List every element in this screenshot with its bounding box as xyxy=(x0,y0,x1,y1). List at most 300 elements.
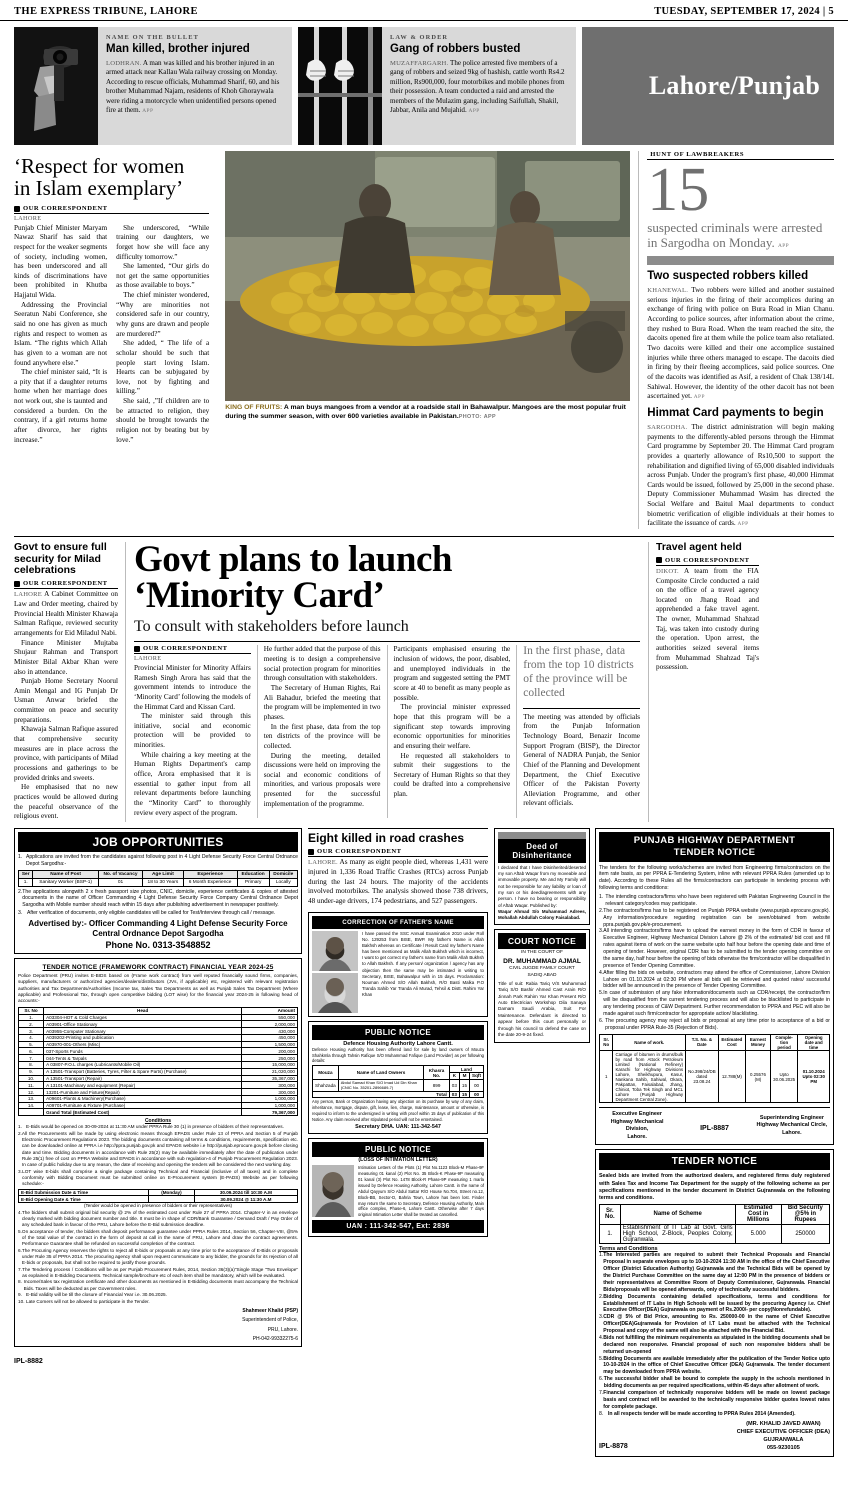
police-td-head: A03901-Office Stationary xyxy=(44,1021,242,1028)
cond-num: 9. xyxy=(18,1292,22,1298)
mango-photo-art xyxy=(225,151,630,401)
guj-td-scheme: Establishment of IT Lab at Govt. Girls High School, Z-Block, Peoples Colony, Gujranwala. xyxy=(620,1224,735,1244)
highway-ipl xyxy=(676,1117,752,1135)
term-text: Bidding Documents are available immediately after the publication of the Tender Notice upto 10-10-2024 in the office of Chief Executive Officer (DEA) Gujranwala. The tender document may be downloaded from PPRA website. xyxy=(603,1355,830,1376)
hands-on-prison-bars-photo xyxy=(298,27,382,145)
respect-body xyxy=(14,224,209,446)
milad-text-1: A Cabinet Committee on Law and Order meeting, chaired by Provincial Health Minister Khawaja Salman Rafique, reviewed security arrangements for Eid Miladul Nabi. xyxy=(14,590,119,637)
housing-notice-subtitle: Defence Housing Authority Lahore Cantt. xyxy=(343,1040,453,1047)
cond-num: 7. xyxy=(18,1266,22,1272)
point-num: 5. xyxy=(599,990,604,997)
police-td-head: A03304-HOT & Cold Charges xyxy=(44,1014,242,1021)
milad-correspondent xyxy=(14,580,118,589)
brief-card-2-text xyxy=(382,27,576,145)
housing-total-k: 03 xyxy=(449,1091,459,1098)
highway-tender-intro: The tenders for the following works/schemes are invited from Engineering firms/contractors on the item rate basis, as per PPRA E-Tendering System, inline with relevant PPRA Rules (amended up to date). According to these Rules all the firms/contractors can participate in tendering process with following terms and conditions: xyxy=(599,864,830,892)
police-td-head: A 13501-Transport (Repair) xyxy=(44,1075,242,1082)
job-ad-advertiser-2: Central Ordnance Depot Sargodha xyxy=(92,929,224,939)
sched-time: 30.09.2024 @ 11:30 A.M xyxy=(194,1196,297,1203)
police-conditions-title: Conditions xyxy=(144,1118,172,1125)
highway-title-2: TENDER NOTICE xyxy=(673,846,756,858)
job-th-post: Name of Post xyxy=(33,870,98,878)
cond-text: Income/Sales tax registration certificate and other documents as mentioned in E-Bidding documents must accompany the Technical Bids. Taxes will be deducted as per Government rules. xyxy=(23,1279,298,1291)
minority-para-3: While chairing a key meeting at the Human Rights Department's camp office, Arora emphasised that it is essential to gather input from all relevant departments before launching the “Minority Card” to thoroughly review every aspect of the program. xyxy=(134,750,251,817)
gujranwala-sig xyxy=(737,1421,830,1452)
table-row xyxy=(19,1196,298,1203)
court-notice-ad[interactable] xyxy=(494,929,590,1042)
cond-num: 6. xyxy=(18,1247,22,1253)
job-table-header-row xyxy=(19,870,298,878)
police-td-no: 1. xyxy=(19,1014,44,1021)
respect-headline xyxy=(14,155,209,199)
minority-para-10: He requested all stakeholders to submit their suggestions to the Secretary of Human Rights so that they could be drafted into a comprehensive plan. xyxy=(393,751,511,799)
police-td-head: A 13101-Machinary and equipment (Repair) xyxy=(44,1082,242,1089)
housing-total-label: Total xyxy=(313,1091,450,1098)
cond-num: 4. xyxy=(18,1209,22,1215)
disinheritance-body: I declared that I have Disinherited/deserted my son Aftab Waqar from my moveable and immovable property. Me and My Family will not be responsible for any liability or loan of my son or his deed/agreements with any person. I have no bearing or responsibility of Aftab Waqar. Published by: xyxy=(498,864,586,908)
job-th-vacancy: No. of Vacancy xyxy=(98,870,142,878)
guj-term-3 xyxy=(599,1314,830,1335)
himmat-agency: APP xyxy=(737,521,749,528)
term-num: 2. xyxy=(599,1293,604,1300)
police-sig-4: PH-042-99332275-6 xyxy=(252,1336,298,1343)
police-td-no: 3. xyxy=(19,1028,44,1035)
job-opportunities-ad[interactable] xyxy=(14,828,302,954)
police-td-amt: 15,000,000 xyxy=(242,1062,298,1069)
robbers-city: KHANEWAL. xyxy=(647,287,689,294)
highway-point-3 xyxy=(599,928,830,969)
police-td-head: A03970-001-Others (Misc) xyxy=(44,1041,242,1048)
table-row xyxy=(19,1068,298,1075)
police-td-no: 12. xyxy=(19,1089,44,1096)
minority-body-wrap xyxy=(134,641,640,818)
table-row xyxy=(19,1189,298,1196)
caption-text: A man buys mangoes from a vendor at a roadside stall in Bahawalpur. Mangoes are the most popular fruit during the summer season, with over 600 varieties available in Pakistan. xyxy=(225,404,626,420)
public-notice-housing-ad[interactable] xyxy=(308,1021,488,1135)
highway-tender-title xyxy=(599,832,830,862)
table-row xyxy=(19,1082,298,1089)
brief-card-1 xyxy=(14,27,292,145)
housing-notice-intro: Defence Housing Authority has been offered land for sale by land owners of Mouza Shahkmla through Tahsin Rafique S/O Muhammad Fafique (Land Provider) as per following details: xyxy=(312,1046,484,1064)
police-td-amt: 79,367,000 xyxy=(242,1109,298,1116)
table-row xyxy=(600,1224,830,1244)
minority-headline-line1: Govt plans to launch xyxy=(134,538,452,580)
intimation-photo-wrap xyxy=(312,1165,356,1218)
minority-correspondent xyxy=(134,645,251,654)
job-point-num-2: 2. xyxy=(18,888,23,895)
housing-total-sqft: 00 xyxy=(470,1091,484,1098)
police-td-amt: 2,000,000 xyxy=(242,1021,298,1028)
travel-agent-text: A team from the FIA Composite Circle conducted a raid on the office of a travel agency located on Jhang Road and apprehended a fake travel agent. The owner, Muhammad Shahzad Taj, was taken into custody during the operation. Upon arrest, the authorities seized several items from Muhammad Shahzad Taj's possession. xyxy=(656,566,759,672)
point-text: All intending contractors/firms have to upload the earnest money in the form of CDR in favour of Executive Engineer, Highway Mechanical Division Lahore @ 2% of the estimated/ bid cost and fill rates against items of work on the same website upto half hour before the opening date and time of opening of tender. However, original CDR has to be submitted to the tender opening committee on the same day, half hour before the opening of bids otherwise the firm/contractor will be disqualified in presence of Tender Opening Committee. xyxy=(603,928,830,969)
cond-num: 8. xyxy=(18,1279,22,1285)
respect-para-7: She added, “ The life of a scholar should be such that people start loving Islam. Hearts can be subjugated by love, not by fighting and killing.” xyxy=(116,339,210,396)
job-ad-table xyxy=(18,870,298,887)
court-notice-title: COURT NOTICE xyxy=(498,933,586,949)
highway-header-row xyxy=(600,1034,830,1051)
job-th-exp: Experience xyxy=(183,870,237,878)
cond-num: 3. xyxy=(18,1168,22,1174)
sched-time: 30.09.2024 till 10:30 A.M xyxy=(194,1189,297,1196)
police-td-no: 6. xyxy=(19,1048,44,1055)
police-cond-7 xyxy=(18,1267,298,1280)
guj-sig-3: GUJRANWALA xyxy=(763,1437,804,1444)
police-td-head: A 03807-P.O.L charges (Lubricants/Mobile Oil) xyxy=(44,1062,242,1069)
sched-label: E-Bid Submission Date & Time xyxy=(19,1189,149,1196)
hunt-text xyxy=(647,221,834,250)
disinheritance-title xyxy=(498,839,586,863)
hw-td-ts: No.398/24/DB dated 23.08.24 xyxy=(686,1051,719,1103)
police-td-amt: 1,000,000 xyxy=(242,1102,298,1109)
guj-header-row xyxy=(600,1204,830,1224)
term-text: In all respects tender will be made according to PPRA Rules 2014 (Amended). xyxy=(608,1410,796,1417)
milad-para-1 xyxy=(14,590,118,638)
robbers-text: Two robbers were killed and another sustained serious injuries in the firing of their accomplices during an exchange of firing with police on Bura Road in Mian Chanu. According to police sources, after information about the crime, they rushed to Bura Road. When the team reached the site, the dacoits opened fire at them while the police team also retaliated. Two dacoits were killed and their one accomplice sustained injuries while three others managed to escape. The dacoits died in firing by their fleeing accomplices, said police sources. One of the dacoits was identified as Asif, a resident of Chak 138/14L Sahiwal. However, the identity of the other dacoit has not been ascertained yet. xyxy=(647,286,834,401)
point-num: 1. xyxy=(599,894,604,901)
brief-dateline: LODHRAN. xyxy=(106,59,142,67)
police-ipl-code xyxy=(14,1350,302,1368)
mango-photo-caption xyxy=(225,404,630,422)
brief-agency: APP xyxy=(468,108,480,115)
right-upper-row xyxy=(494,828,834,1457)
police-table-header-row xyxy=(19,1007,298,1014)
police-cond-6 xyxy=(18,1248,298,1267)
minority-columns xyxy=(134,645,640,818)
job-th-ser: Ser xyxy=(19,870,33,878)
term-text: Financial comparison of technically responsive bidders will be made on lowest package basis and contract will be awarded to the technically responsive bidder quotes lowest rates for complete package. xyxy=(603,1389,830,1410)
table-row xyxy=(600,1051,830,1103)
job-ad-phone: Phone No. 0313-3548852 xyxy=(105,940,211,951)
row-respect-story xyxy=(14,151,834,529)
court-notice-line1: IN THE COURT OF xyxy=(521,950,563,956)
brief-headline: Gang of robbers busted xyxy=(390,43,521,55)
himmat-text: The district administration will begin making payments to the differently-abled persons through the Himmat Card programme by September 20. The Himmat Card program provides a quarterly allowance of Rs10,500 to support the rehabilitation and dignified living of 65,000 disabled individuals across Punjab. Under the program's first phase, 40,000 Himmat Cards would be issued, followed by 25,000 in the second phase. Deputy Commissioner Muhammad Wasim has directed the Social Welfare and Baitul Maal departments to conduct biometric verification of eligible individuals at their homes to facilitate the issuance of cards. xyxy=(647,422,834,528)
sched-label: E-Bid Opening Date & Time xyxy=(19,1196,149,1203)
police-sig-2: Superintendent of Police, xyxy=(242,1317,298,1324)
table-row xyxy=(19,1014,298,1021)
minority-col-4 xyxy=(516,645,640,818)
police-td-amt: 1,500,000 xyxy=(242,1041,298,1048)
term-text: Bidding Documents containing detailed specifications, terms and conditions for Establishment of IT Labs in High Schools will be issued by the procuring Agency i.e. Chief Executive Officer(DEA) Gujranwala on payment of Rs.2000/- per copy(Nonrefundable). xyxy=(603,1293,830,1314)
job-ad-point-2: The applications alongwith 2 x fresh passport size photos, CNIC, domicile, experience certificates & copies of attested documents in the name of Officer Commanding 4 Light Defense Security Force Company Central Ordnance Depot Sargodha with Mobile number should reach within 15 days after publishing advertisement in newspaper positively. xyxy=(22,888,298,909)
grey-bar-decor xyxy=(498,832,586,839)
point-text: The contractors/firms has to be registered on Punjab PPRA website (www.punjab.eprocure.gov.pk). Any information/procedure regarding registration can be seen/obtained from website ppra.punjab.gov.pk/e-procurement. xyxy=(603,907,830,928)
housing-td-sqft: 00 xyxy=(470,1079,484,1091)
brief-kicker: LAW & ORDER xyxy=(390,34,449,41)
police-td-head: 13201-Furniture and Fixture(Repair) xyxy=(44,1089,242,1096)
police-tender-inner xyxy=(15,959,301,1346)
disinheritance-title-1: Deed of xyxy=(526,841,558,851)
court-notice-judge: DR. MUHAMMAD AJMAL xyxy=(503,958,581,966)
correspondent-label: OUR CORRESPONDENT xyxy=(23,205,108,213)
guj-term-6 xyxy=(599,1376,830,1390)
highway-point-1 xyxy=(599,894,830,908)
police-tender-table xyxy=(18,1007,298,1117)
term-text: Bids not fulfilling the minimum requirements as stipulated in the bidding documents shall be declared non responsive. Financial proposal of such non responsive bidders shall be returned un-opened xyxy=(603,1334,830,1355)
minority-para-7: During the meeting, detailed discussions were held on improving the social and economic conditions of minorities, and various proposals were presented for the successful implementation of the programme. xyxy=(263,751,381,808)
hw-th-period: Comple- tion period xyxy=(770,1034,798,1051)
road-crashes-story xyxy=(308,828,488,907)
portrait-photo-2 xyxy=(312,973,358,1013)
term-text: CDR @ 5% of Bid Price, amounting to Rs. 250000-00 in the name of Chief Executive Officer(DEA)Gujranwala for Provision of I.T Labs must be attached with the Technical Proposal and copy of the same will also be attached with the Financial Bid. xyxy=(603,1314,830,1335)
highway-sig-right xyxy=(754,1115,830,1138)
job-td-age: 18 to 30 Years xyxy=(143,878,183,886)
term-num: 3. xyxy=(599,1314,604,1321)
guj-term-1 xyxy=(599,1252,830,1293)
table-row xyxy=(19,1095,298,1102)
court-notice-inner xyxy=(495,930,589,1041)
police-td-head: A09701-Furniture & Fixture (Purchase) xyxy=(44,1102,242,1109)
travel-agent-body xyxy=(656,567,759,673)
minority-pullquote: In the first phase, data from the top 10 districts of the province will be collected xyxy=(523,645,640,708)
hw-th-sr: Sr. No xyxy=(600,1034,613,1051)
hw-td-period: Upto 30.06.2025 xyxy=(770,1051,798,1103)
hw-th-ts: T.S. No. & Date xyxy=(686,1034,719,1051)
job-td-edu: Primary xyxy=(237,878,269,886)
guj-term-4 xyxy=(599,1335,830,1356)
table-row xyxy=(19,1034,298,1041)
job-ad-item-num: 1. xyxy=(18,853,23,860)
point-text: The intending contractors/firms who have been registered with Pakistan Engineering Council in the relevant category/codes may participate. xyxy=(605,894,830,907)
gun-photo-art xyxy=(14,27,98,145)
police-td-head: A09601-Plants & Machinery(Purchase) xyxy=(44,1095,242,1102)
respect-correspondent xyxy=(14,205,209,214)
cond-num: 2. xyxy=(18,1130,22,1136)
police-td-no xyxy=(19,1109,44,1116)
police-cond-2 xyxy=(18,1131,298,1169)
milad-city: LAHORE xyxy=(14,591,42,599)
police-td-no: 11. xyxy=(19,1082,44,1089)
gujranwala-title: TENDER NOTICE xyxy=(599,1153,830,1170)
guj-sig-4: 055-9230105 xyxy=(766,1444,800,1451)
small-notices-column xyxy=(494,828,590,1457)
portrait-photo-1 xyxy=(312,931,358,971)
brief-card-2 xyxy=(298,27,576,145)
police-tender-ad[interactable] xyxy=(14,958,302,1347)
main-area xyxy=(0,145,848,822)
point-num: 6. xyxy=(599,1017,604,1024)
intimation-title: PUBLIC NOTICE xyxy=(312,1142,484,1157)
term-num: 4. xyxy=(599,1334,604,1341)
milad-para-5: He emphasised that no new practices would be allowed during the peaceful observance of the religious event. xyxy=(14,783,118,821)
respect-para-1: Punjab Chief Minister Maryam Nawaz Sharif has said that respect for the weaker segments of society, including women, has been underscored and all kinds of discriminations have been prohibited in Khutba Hajjatul Wida. xyxy=(14,223,108,300)
police-td-no: 9. xyxy=(19,1068,44,1075)
housing-th-sqft: Sqft xyxy=(470,1073,484,1080)
hw-sig-r1: Superintending Engineer xyxy=(759,1114,824,1121)
ads-left-column xyxy=(14,828,302,1457)
housing-td-owner: Abdul Samad Khan S/O Imad Ud Din Khan (CNIC No. 35201-2896689-7) xyxy=(338,1079,424,1091)
police-td-amt: 200,000 xyxy=(242,1048,298,1055)
brief-text: The police arrested five members of a gang of robbers and seized 9kg of hashish, cattle worth Rs4.2 million, Rs900,000, four motorbikes and mobile phones from their possession. A team conducted a raid and arrested the members of the Mulazim gang, including Saifullah, Shakil, Jabbar, Anila and Mujahid. xyxy=(390,58,565,115)
police-tender-title: TENDER NOTICE (FRAMEWORK CONTRACT) FINANCIAL YEAR 2024-25 xyxy=(42,964,274,972)
intimation-letter-notice-ad[interactable] xyxy=(308,1138,488,1237)
portrait-art-3 xyxy=(312,1165,354,1217)
job-ad-advertiser: Advertised by:- Officer Commanding 4 Light Defense Security Force xyxy=(28,919,288,929)
milad-para-2: Finance Minister Mujtaba Shujaur Rahman and Transport Minister Bilal Akbar Khan were also in attendance. xyxy=(14,638,118,676)
guj-sig-2: CHIEF EXECUTIVE OFFICER (DEA) xyxy=(736,1429,830,1436)
road-crashes-correspondent xyxy=(308,848,488,857)
table-row xyxy=(19,1075,298,1082)
milad-para-3: Punjab Home Secretary Noorul Amin Mengal and IG Punjab Dr Usman Anwar briefed the committee on peace and security preparations. xyxy=(14,677,118,724)
job-td-post: Sanitary Worker (BSP-1) xyxy=(33,878,98,886)
correspondent-label: OUR CORRESPONDENT xyxy=(143,645,228,653)
cond-text: On acceptance of tender, the bidders shall deposit performance guarantee under PPRA Rules 2014, Section 56, Chapter-VIII, @5% of the total value of the contract in the form of deposit at call in the name of PRU, Lahore and draw the contract agreements. Performance Guarantee shall be refunded on successful completion of the contract. xyxy=(21,1228,298,1247)
term-num: 5. xyxy=(599,1355,604,1362)
hunt-label-text: HUNT OF LAWBREAKERS xyxy=(650,151,745,158)
cond-text: E-Bid validity will be till the closure of Financial Year i.e. 30.06.2025. xyxy=(26,1292,167,1298)
cond-text: LOT wise E-bids shall comprise a single package containing Technical and Financial (inclusive of all taxes) and in complete conformity with Bidding Document must be submitted online on E-Procurement system (E-PADS) Website as per following schedule:- xyxy=(22,1168,298,1187)
minority-para-4: He further added that the purpose of this meeting is to design a comprehensive social protection program for minorities through consultation with stakeholders. xyxy=(263,645,381,683)
term-num: 6. xyxy=(599,1376,604,1383)
robbers-headline: Two suspected robbers killed xyxy=(647,270,809,283)
housing-notice-table xyxy=(312,1065,484,1098)
police-td-no: 5. xyxy=(19,1041,44,1048)
police-td-no: 2. xyxy=(19,1021,44,1028)
term-text: The successful bidder shall be bound to complete the supply in the schools mentioned in bidding documents as per required specifications, within 45 days after allotment of work. xyxy=(603,1376,830,1390)
globe-icon xyxy=(14,206,20,212)
himmat-headline: Himmat Card payments to begin xyxy=(647,406,824,419)
housing-th-mouza: Mouza xyxy=(313,1066,339,1080)
intimation-subtitle: (LOSS OF INTIMATION LETTER) xyxy=(358,1157,438,1164)
correspondent-label: OUR CORRESPONDENT xyxy=(317,848,402,856)
gujranwala-ipl xyxy=(599,1435,628,1453)
masthead-publication: THE EXPRESS TRIBUNE, LAHORE xyxy=(14,6,198,17)
police-td-amt: 1,000,000 xyxy=(242,1095,298,1102)
job-ad-inner xyxy=(15,829,301,953)
cond-num: 1. xyxy=(18,1124,22,1130)
intimation-inner xyxy=(309,1139,487,1236)
table-row xyxy=(19,1102,298,1109)
cond-text: The Procuring Agency reserves the rights to reject all E-bids or proposals at any time prior to the acceptance of E-Bids or proposals under Rule 35 of PPRA 2014. The procuring agency shall upon request communicate to any bidder, the grounds for its rejection of all E-bids or proposals, but shall not be required to justify those grounds. xyxy=(21,1247,298,1266)
respect-para-4: She underscored, “While training our daughters, we forget how she will face any difficulty tomorrow.” xyxy=(116,223,210,261)
police-signature-block xyxy=(18,1308,298,1343)
housing-th-k: K xyxy=(449,1073,459,1080)
minority-headline-line2: ‘Minority Card’ xyxy=(134,575,385,617)
police-td-amt: 21,020,000 xyxy=(242,1068,298,1075)
brief-headline: Man killed, brother injured xyxy=(106,43,250,55)
row-minority-card xyxy=(14,536,834,822)
police-table-body xyxy=(19,1014,298,1116)
ads-middle-column xyxy=(308,828,488,1457)
police-cond-10 xyxy=(18,1299,298,1305)
portrait-art-2 xyxy=(312,973,358,1013)
highway-signature-row xyxy=(599,1107,830,1141)
table-row xyxy=(19,1021,298,1028)
sched-day xyxy=(148,1196,194,1203)
respect-para-6: The chief minister wondered, “Why are minorities not considered safe in our country, why guns are drawn and people are murdered?” xyxy=(116,291,210,338)
minority-para-6: In the first phase, data from the top ten districts of the province will be collected. xyxy=(263,722,381,750)
highway-title-1: PUNJAB HIGHWAY DEPARTMENT xyxy=(633,834,796,846)
hunt-text-main: suspected criminals were arrested in Sargodha on Monday. xyxy=(647,220,823,250)
table-row xyxy=(19,878,298,886)
job-point-num-3: 3. xyxy=(18,910,23,917)
housing-th-owners: Name of Land Owners xyxy=(338,1066,424,1080)
police-td-amt: 450,000 xyxy=(242,1034,298,1041)
police-cond-8 xyxy=(18,1279,298,1292)
court-notice-body: Title of suit: Rabia Tariq V/S Muhammad Tariq S/O Bashir Ahmed Cast Arain R/O Jinnah Park Rahim Yar Khan Present R/O Auto Electrician Workshop Dila Sanaya Damam Saudi Arabia, Suit For Maintenance. Defendant is directed to appear before this court personally or through his council to defend the case on the date 20-9-24 fixed. xyxy=(498,980,586,1038)
point-text: The procuring agency may reject all bids or proposal at any time prior to acceptance of a bid or proposal under PPRA Rule-35 (Rejection of Bids). xyxy=(605,1017,830,1031)
brief-body xyxy=(390,59,569,116)
minority-card-story xyxy=(125,538,649,822)
intimation-body: Intimation Letters of the Plots (1) Plot No.1123 Block-M Phase-9F measuring 01 kanal (2) Plot No. 35 Block-K Phase-9P measuring 01 kanal (3) Plot No. 1478 Block-R Phase-9P measuring 1 marla issued by Defence Housing Authority, Lahore Cantt. in the name of Abdul Qayyum S/O Abdul Sattar R/O House No.704, Street no.12, Block-BB, Sector-D, Bahria Town, Lahore has been lost. Finder may return the same to Secretary, Defence Housing Authority, Main office complex, Phase-6, Lahore Cantt. Otherwise after 7 days original Intimation Letter shall be treated as cancelled. xyxy=(358,1165,484,1218)
ads-right-column xyxy=(494,828,834,1457)
gujranwala-tender-ad[interactable] xyxy=(595,1149,834,1456)
job-th-age: Age Limit xyxy=(143,870,183,878)
housing-header-row xyxy=(313,1066,484,1073)
police-th-amount: Amount xyxy=(242,1007,298,1014)
table-row xyxy=(19,1048,298,1055)
point-num: 3. xyxy=(599,928,604,935)
globe-icon xyxy=(656,557,662,563)
job-td-ser: 1. xyxy=(19,878,33,886)
hw-th-work: Name of work. xyxy=(613,1034,686,1051)
term-num: 1. xyxy=(599,1252,604,1259)
top-briefs-band xyxy=(0,21,848,145)
term-num: 7. xyxy=(599,1389,604,1396)
grey-divider-bar xyxy=(647,256,834,265)
police-td-head: A 13501-Transport (Batteries, Tyres, Filter & Spare Parts) (Purchase) xyxy=(44,1068,242,1075)
brief-dateline: MUZAFFARGARH. xyxy=(390,59,449,67)
portrait-photo-3 xyxy=(312,1165,354,1217)
gujranwala-terms-title: Terms and Conditions xyxy=(599,1246,658,1253)
police-td-no: 14. xyxy=(19,1102,44,1109)
himmat-city: SARGODHA. xyxy=(647,423,688,431)
minority-para-5: The Secretary of Human Rights, Rai Ali Bahadur, briefed the meeting that the program will be implemented in two phases. xyxy=(263,684,381,721)
term-text: The Interested parties are required to submit their Technical Proposals and Financial Proposal in separate envelopes up to 10-10-2024 11:30 AM in the office of the Chief Executive Officer (District Education Authority) Gujranwala and the Technical Bids will be opened by the District Purchase Committee on the same day at 12:00 PM in the presence of bidders or their representatives at Committee Room of Deputy Commissioner, Gujranwala. Financial Bids/proposals will be opened afterwards, only of technically successful bidders. xyxy=(603,1252,830,1293)
minority-col-2 xyxy=(257,645,387,818)
minority-para-9: The provincial minister expressed hope that this program will be a significant step towards improving economic opportunities for minorities and ensuring their welfare. xyxy=(393,703,511,750)
respect-para-8: She said, ,”If children are to be attracted to religion, they should be brought towards the religion not by beating but by love.” xyxy=(116,397,210,444)
police-td-no: 7. xyxy=(19,1055,44,1062)
himmat-body xyxy=(647,423,834,529)
table-row-total xyxy=(313,1091,484,1098)
mango-photo-block xyxy=(225,151,630,529)
respect-story xyxy=(14,151,217,529)
respect-para-2: Addressing the Provincial Seeratun Nabi Conference, she said no one has given as much rights and respect to women as Islam. “The rights which Allah has given to a woman are not found anywhere else.” xyxy=(14,300,108,367)
highway-point-6 xyxy=(599,1018,830,1032)
correspondent-label: OUR CORRESPONDENT xyxy=(665,556,750,564)
globe-icon xyxy=(14,581,20,587)
globe-icon xyxy=(308,849,314,855)
travel-agent-story xyxy=(649,542,759,822)
hw-td-sr: 1 xyxy=(600,1051,613,1103)
hw-sig-l3: Lahore. xyxy=(627,1133,647,1140)
father-name-content xyxy=(312,931,484,1013)
brief-agency: APP xyxy=(142,108,154,115)
police-schedule-note: (Tender would be opened in presence of bidders or their representatives) xyxy=(83,1203,233,1209)
disinheritance-ad[interactable] xyxy=(494,828,590,926)
highway-tender-ad[interactable] xyxy=(595,828,834,1146)
brief-text: A man was killed and his brother injured in an armed attack near Kallau Wala railway crossing on Monday. According to rescue officials, Muhammad Sharif, 60, and his brother Muhammad Najam, residents of Khoh Ghoraywala were riding a motorcycle when unidentified persons opened fire at them. xyxy=(106,58,280,115)
hw-th-earnest: Earnest Money xyxy=(746,1034,771,1051)
father-name-title: CORRECTION OF FATHER'S NAME xyxy=(312,916,484,929)
court-notice-line3: CIVIL JUGDE FAMILY COURT xyxy=(509,966,575,972)
police-sig-3: PRU, Lahore. xyxy=(267,1326,298,1333)
travel-agent-correspondent xyxy=(656,557,759,566)
hunt-agency: APP xyxy=(777,242,790,249)
police-tender-intro: Police Department (PRU) invites E-BIDS based on (Frame work contract) from well reputed financially sound firms, companies, suppliers, manufacturers or authorized agencies/dealers/distributors (JVs, if applicable) etc, registered with relevant registration authorities and Tax Departments/Authorities (Income tax, Sales Tax Departments as well as Punjab Sales Tax Department (Where applicable) and Professional Tax, through open competitive bidding (LOT wise) for the financial year 2024-25 in following head of accounts:- xyxy=(18,973,298,1004)
hw-td-earnest: 0.25576 (M) xyxy=(746,1051,771,1103)
table-row xyxy=(19,1041,298,1048)
section-flag xyxy=(582,27,834,145)
police-td-amt: 300,000 xyxy=(242,1089,298,1096)
hw-th-cost: Estimated Cost xyxy=(718,1034,745,1051)
milad-headline: Govt to ensure full security for Milad celebrations xyxy=(14,540,107,577)
father-name-correction-ad[interactable] xyxy=(308,912,488,1017)
hw-sig-l2: Highway Mechanical Division, xyxy=(610,1118,664,1133)
police-td-amt: 35,367,000 xyxy=(242,1075,298,1082)
milad-story xyxy=(14,542,125,822)
